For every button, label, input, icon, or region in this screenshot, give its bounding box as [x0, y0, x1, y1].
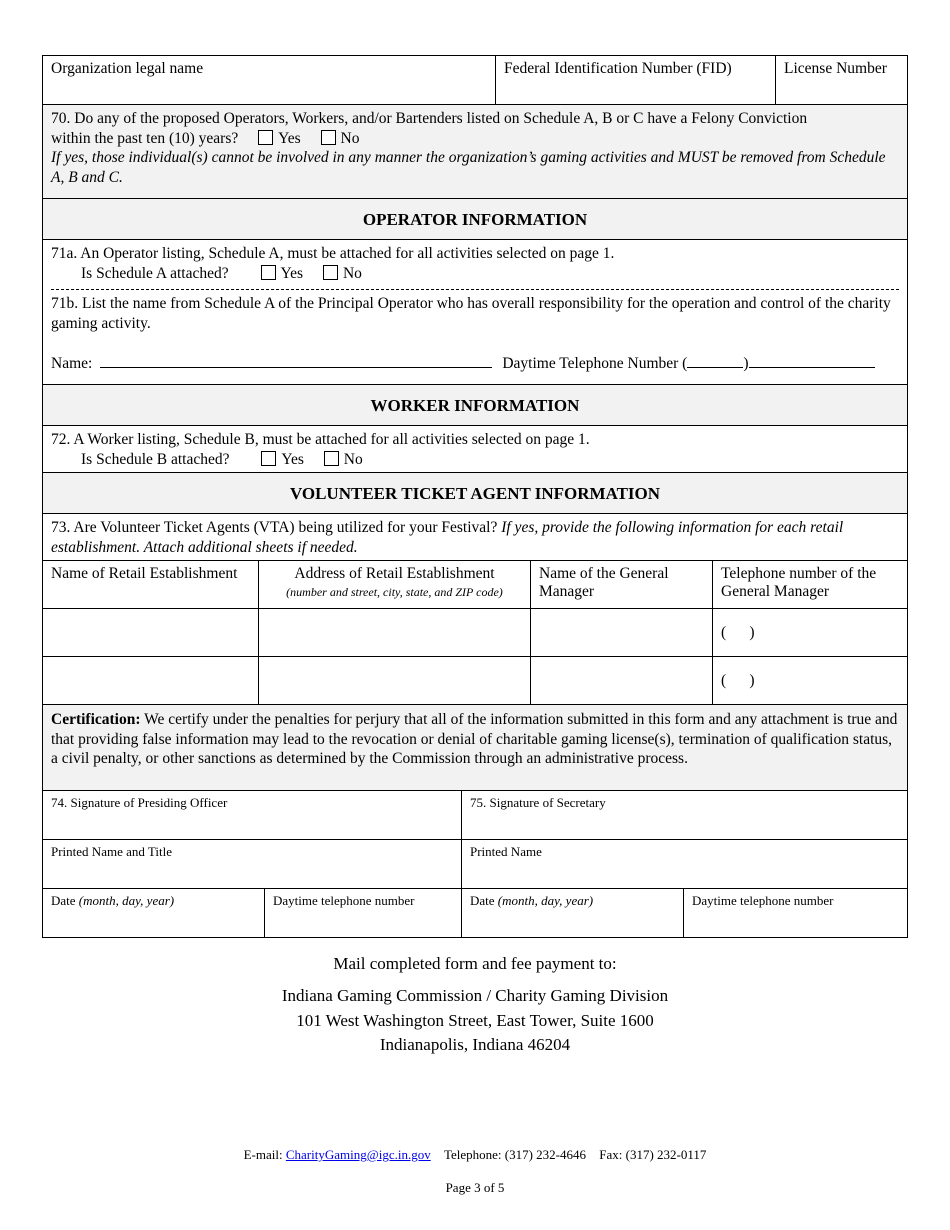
q73-text: 73. Are Volunteer Ticket Agents (VTA) being utilized for your Festival? — [51, 519, 498, 536]
sig75-label: 75. Signature of Secretary — [470, 795, 606, 810]
daytime-telephone-label: Daytime telephone number — [692, 893, 834, 908]
date-format-label: (month, day, year) — [78, 893, 175, 908]
q70-no-label: No — [340, 129, 360, 147]
q72-no-label: No — [343, 450, 363, 468]
fid-field[interactable] — [496, 56, 776, 104]
retail-name-cell[interactable] — [43, 657, 259, 704]
telephone-cell[interactable]: ( ) — [721, 624, 755, 641]
q72-yes-label: Yes — [281, 450, 304, 468]
general-manager-cell[interactable] — [531, 657, 713, 704]
q73-note: If yes, provide the following information for each retail establishment. Attach additional sheets if needed. — [51, 519, 844, 556]
contact-footer — [0, 1147, 950, 1163]
application-form — [42, 55, 908, 938]
page-number: Page 3 of 5 — [445, 1180, 505, 1195]
secretary-signature-field[interactable] — [462, 791, 907, 839]
q72-text: 72. A Worker listing, Schedule B, must be attached for all activities selected on page 1. — [51, 431, 590, 448]
legal-name-field[interactable] — [43, 56, 496, 104]
license-number-field[interactable] — [776, 56, 907, 104]
license-number-label: License Number — [784, 60, 887, 77]
secretary-date-field[interactable] — [462, 889, 684, 937]
email-link[interactable]: CharityGaming@igc.in.gov — [285, 1147, 431, 1162]
q70-no-checkbox[interactable] — [321, 130, 336, 145]
printed-name-row — [43, 840, 907, 889]
mail-intro: Mail completed form and fee payment to: — [333, 954, 617, 973]
legal-name-label: Organization legal name — [51, 60, 204, 77]
q70-text: 70. Do any of the proposed Operators, Workers, and/or Bartenders listed on Schedule A, B or C have a Felony Conviction — [51, 110, 808, 127]
name-label: Name: — [51, 355, 93, 372]
printed-name-title-label: Printed Name and Title — [51, 844, 172, 859]
general-manager-cell[interactable] — [531, 609, 713, 656]
q71a-yes-checkbox[interactable] — [261, 265, 276, 280]
question-72 — [43, 426, 907, 473]
secretary-printed-name-field[interactable] — [462, 840, 907, 888]
area-code-field[interactable] — [687, 353, 743, 368]
q72-yes-checkbox[interactable] — [261, 451, 276, 466]
signature-row — [43, 791, 907, 840]
date-phone-row — [43, 889, 907, 937]
telephone-text: Telephone: (317) 232-4646 — [443, 1147, 587, 1162]
vta-table-header — [43, 561, 907, 609]
col-telephone-header: Telephone number of the General Manager — [721, 565, 877, 600]
dashed-divider — [51, 289, 899, 290]
q71a-no-checkbox[interactable] — [323, 265, 338, 280]
q71b-text: 71b. List the name from Schedule A of the Principal Operator who has overall responsibility for the operation and control of the charity gaming activity. — [51, 295, 891, 332]
col-retail-name-header: Name of Retail Establishment — [43, 561, 259, 608]
worker-information-header: WORKER INFORMATION — [43, 385, 907, 426]
date-label: Date — [470, 893, 495, 908]
vta-information-header: VOLUNTEER TICKET AGENT INFORMATION — [43, 473, 907, 514]
printed-name-label: Printed Name — [470, 844, 542, 859]
q71a-no-label: No — [342, 264, 362, 282]
q70-yes-label: Yes — [278, 129, 301, 147]
question-71 — [43, 240, 907, 385]
date-label: Date — [51, 893, 76, 908]
fax-text: Fax: (317) 232-0117 — [599, 1147, 707, 1162]
q71a-text: 71a. An Operator listing, Schedule A, must be attached for all activities selected on page 1. — [51, 245, 615, 262]
q71a-yes-label: Yes — [280, 264, 304, 282]
mail-address-line2: 101 West Washington Street, East Tower, Suite 1600 — [296, 1011, 654, 1030]
table-row — [43, 657, 907, 705]
q70-yes-checkbox[interactable] — [258, 130, 273, 145]
organization-row — [43, 56, 907, 105]
email-label: E-mail: — [243, 1147, 283, 1162]
address-cell[interactable] — [259, 609, 531, 656]
col-address-title: Address of Retail Establishment — [294, 565, 495, 582]
officer-printed-name-field[interactable] — [43, 840, 462, 888]
presiding-officer-signature-field[interactable] — [43, 791, 462, 839]
retail-name-cell[interactable] — [43, 609, 259, 656]
principal-operator-name-field[interactable] — [100, 353, 492, 368]
question-73 — [43, 514, 907, 561]
officer-date-field[interactable] — [43, 889, 265, 937]
col-address-subtitle: (number and street, city, state, and ZIP code) — [286, 585, 503, 599]
certification-text: We certify under the penalties for perjury that all of the information submitted in this form and any attachment is true and that providing false information may lead to the revocation or denial of charitable gaming license(s), termination of qualification status, a civil penalty, or other sanctions as determined by the Commission through an administrative process. — [51, 711, 898, 767]
fid-label: Federal Identification Number (FID) — [504, 60, 732, 77]
date-format-label: (month, day, year) — [497, 893, 594, 908]
daytime-telephone-label: Daytime telephone number — [273, 893, 415, 908]
operator-information-header: OPERATOR INFORMATION — [43, 199, 907, 240]
question-70 — [43, 105, 907, 199]
mail-address-line3: Indianapolis, Indiana 46204 — [379, 1035, 571, 1054]
officer-phone-field[interactable] — [265, 889, 462, 937]
certification-block — [43, 705, 907, 791]
sig74-label: 74. Signature of Presiding Officer — [51, 795, 228, 810]
q72-question: Is Schedule B attached? — [81, 450, 230, 468]
secretary-phone-field[interactable] — [684, 889, 907, 937]
q70-text2: within the past ten (10) years? — [51, 129, 239, 147]
q70-note: If yes, those individual(s) cannot be involved in any manner the organization’s gaming activities and MUST be removed from Schedule A, B and C. — [51, 149, 886, 186]
q72-no-checkbox[interactable] — [324, 451, 339, 466]
mail-address-line1: Indiana Gaming Commission / Charity Gaming Division — [281, 986, 669, 1005]
col-address-header — [259, 561, 531, 608]
col-general-manager-header: Name of the General Manager — [531, 561, 713, 608]
address-cell[interactable] — [259, 657, 531, 704]
telephone-cell[interactable]: ( ) — [721, 672, 755, 689]
phone-close-paren: ) — [743, 355, 749, 372]
certification-label: Certification: — [51, 711, 141, 728]
daytime-phone-label: Daytime Telephone Number ( — [502, 355, 688, 372]
q71a-question: Is Schedule A attached? — [81, 264, 229, 282]
table-row — [43, 609, 907, 657]
phone-number-field[interactable] — [749, 353, 875, 368]
principal-operator-line — [51, 353, 899, 374]
